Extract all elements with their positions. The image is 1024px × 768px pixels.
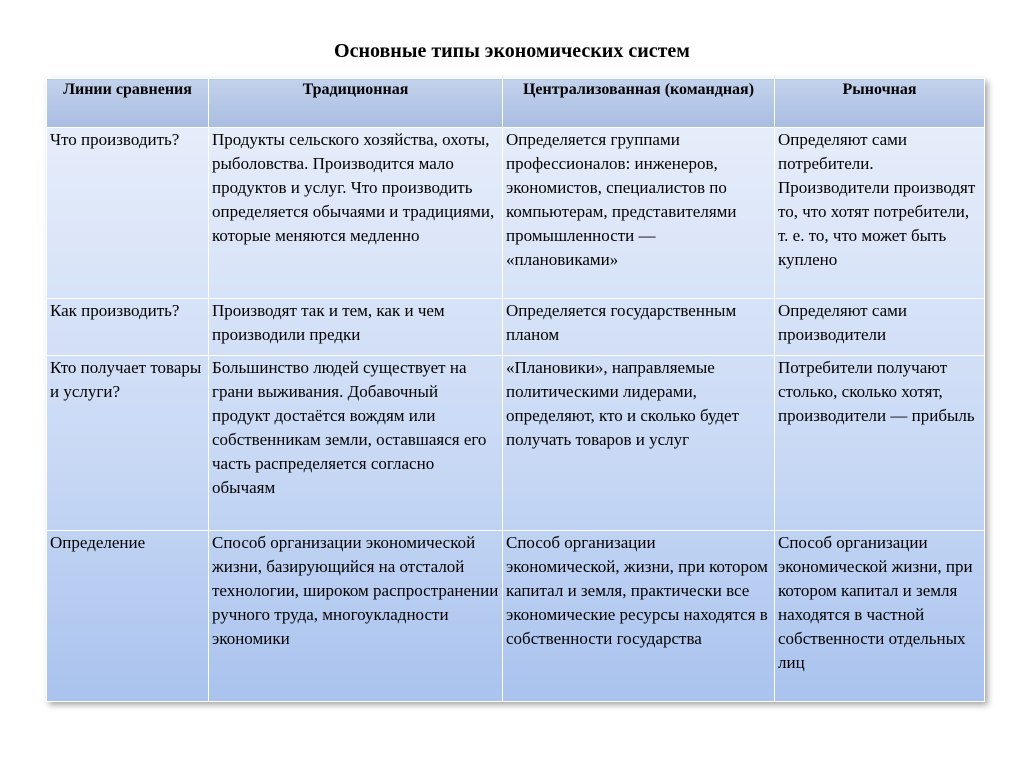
header-traditional: Традиционная (209, 79, 503, 128)
cell-criterion: Определение (47, 531, 209, 702)
cell-centralized: «Плановики», направляемые политическими лидерами, определяют, кто и сколько будет получать товаров и услуг (503, 356, 775, 531)
cell-market: Способ организации экономической жизни, при котором капитал и земля находятся в частной собственности отдельных лиц (775, 531, 985, 702)
cell-market: Определяют сами потребители. Производители производят то, что хотят потребители, т. е. то, что может быть куплено (775, 128, 985, 299)
table-row (47, 356, 985, 531)
cell-criterion: Что производить? (47, 128, 209, 299)
page-title: Основные типы экономических систем (334, 40, 690, 62)
cell-centralized: Способ организации экономической, жизни, при котором капитал и земля, практически все экономические ресурсы находятся в собственности государства (503, 531, 775, 702)
cell-centralized: Определяется государственным планом (503, 299, 775, 356)
cell-traditional: Большинство людей существует на грани выживания. Добавочный продукт достаётся вождям или собственникам земли, оставшаяся его часть распределяется согласно обычаям (209, 356, 503, 531)
header-criteria: Линии сравнения (47, 79, 209, 128)
cell-centralized: Определяется группами профессионалов: инженеров, экономистов, специалистов по компьютерам, представителями промышленности — «плановиками» (503, 128, 775, 299)
cell-traditional: Производят так и тем, как и чем производили предки (209, 299, 503, 356)
table-header-row (47, 79, 985, 128)
cell-criterion: Кто получает товары и услуги? (47, 356, 209, 531)
comparison-table-wrapper (46, 78, 985, 702)
cell-traditional: Способ организации экономической жизни, базирующийся на отсталой технологии, широком распространении ручного труда, многоукладности экономики (209, 531, 503, 702)
cell-traditional: Продукты сельского хозяйства, охоты, рыболовства. Производится мало продуктов и услуг. Что производить определяется обычаями и традициями, которые меняются медленно (209, 128, 503, 299)
cell-criterion: Как производить? (47, 299, 209, 356)
table-row (47, 299, 985, 356)
cell-market: Потребители получают столько, сколько хотят, производители — прибыль (775, 356, 985, 531)
cell-market: Определяют сами производители (775, 299, 985, 356)
table-row (47, 531, 985, 702)
table-row (47, 128, 985, 299)
header-centralized: Централизованная (командная) (503, 79, 775, 128)
comparison-table (46, 78, 985, 702)
header-market: Рыночная (775, 79, 985, 128)
